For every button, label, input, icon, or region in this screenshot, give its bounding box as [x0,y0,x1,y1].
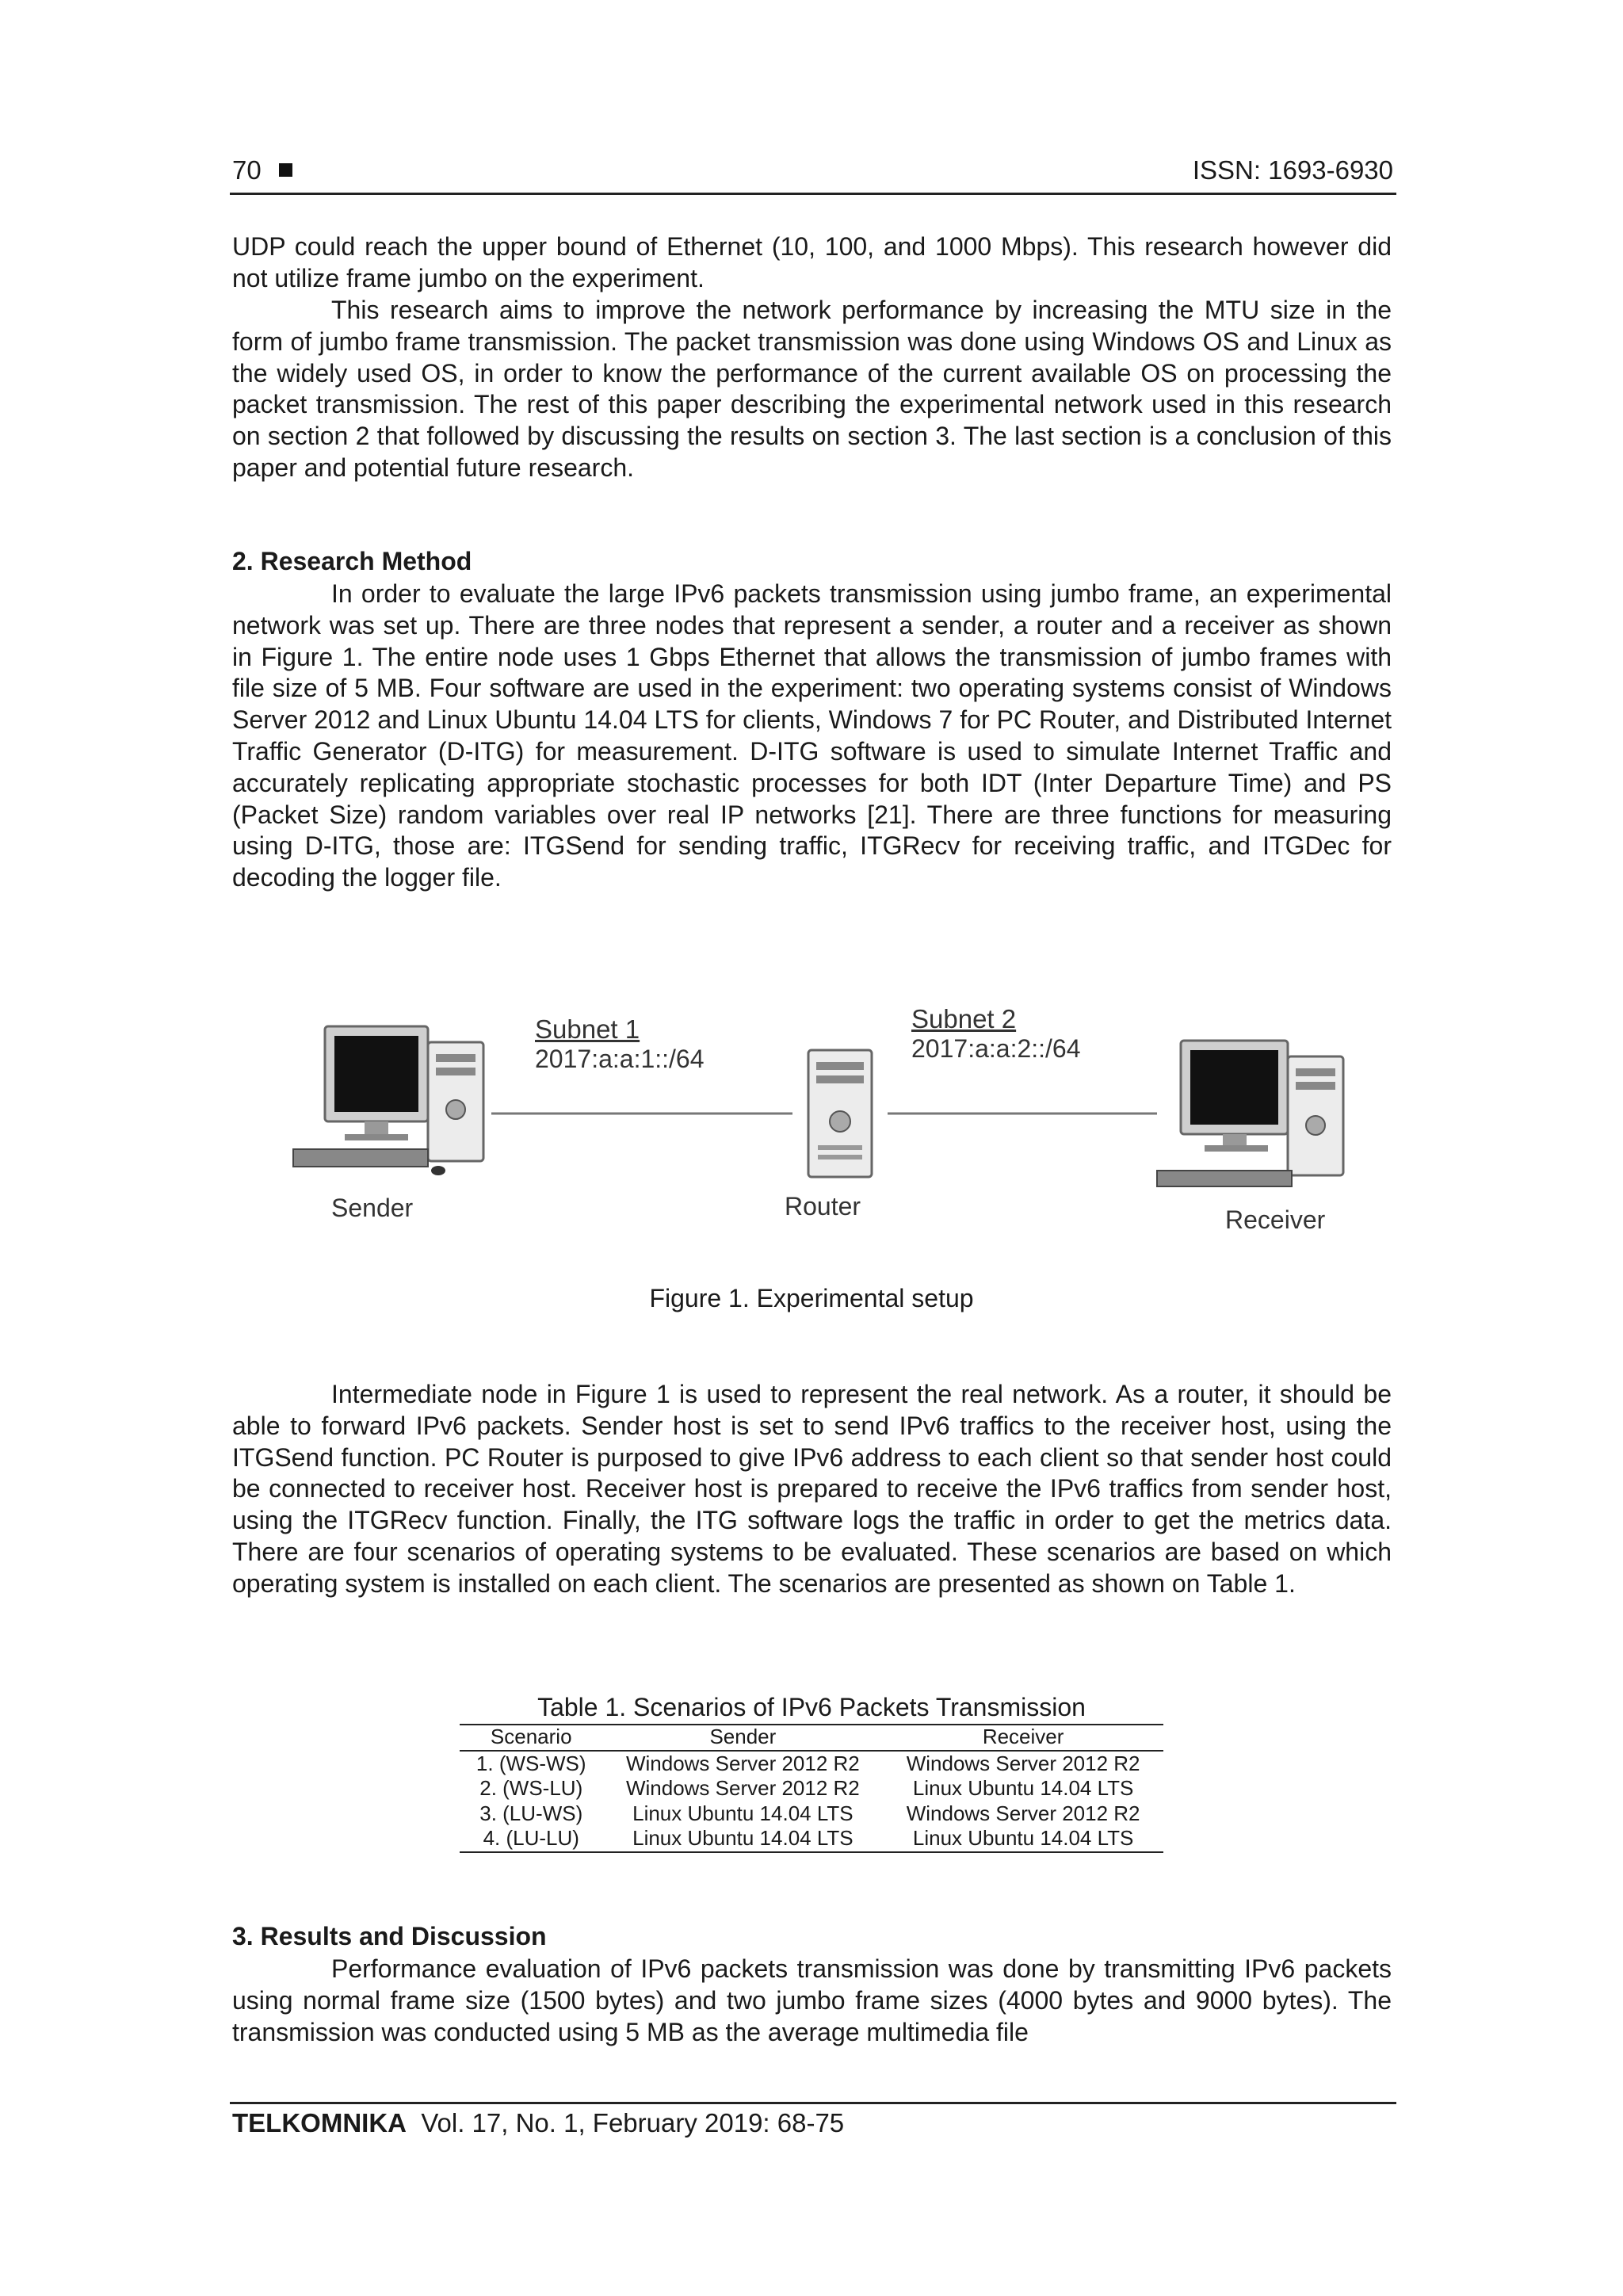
section-3-paragraph-1: Performance evaluation of IPv6 packets transmission was done by transmitting IPv6 packets using normal frame size (1500 bytes) and two jumbo frame sizes (4000 bytes and 9000 bytes). The transmission was conducted using 5 MB as the average multimedia file [232,1954,1392,2046]
table-cell: Linux Ubuntu 14.04 LTS [912,1826,1134,1850]
receiver-label: Receiver [1225,1205,1326,1234]
table-1-caption: Table 1. Scenarios of IPv6 Packets Transmission [537,1693,1086,1721]
footer-journal: TELKOMNIKA [232,2108,407,2137]
table-row [460,1751,1163,1777]
intro-paragraph-1: UDP could reach the upper bound of Ethernet (10, 100, and 1000 Mbps). This research however did not utilize frame jumbo on the experiment. [232,232,1392,292]
section-2-paragraph-2: Intermediate node in Figure 1 is used to represent the real network. As a router, it should be able to forward IPv6 packets. Sender host is set to send IPv6 traffics to the receiver host, using the ITGSend function. PC Router is purposed to give IPv6 address to each client so that sender host could be connected to receiver host. Receiver host is prepared to receive the IPv6 traffics from sender host, using the ITGRecv function. Finally, the ITG software logs the traffic in order to get the metrics data. There are four scenarios of operating systems to be evaluated. These scenarios are based on which operating system is installed on each client. The scenarios are presented as shown on Table 1. [232,1380,1392,1598]
table-header-sender: Sender [709,1725,777,1748]
section-2-heading: 2. Research Method [232,547,472,575]
table-cell: Windows Server 2012 R2 [906,1801,1140,1825]
header-rule [230,193,1396,195]
sender-computer-icon [293,1026,483,1175]
table-cell: Linux Ubuntu 14.04 LTS [632,1801,854,1825]
table-cell: Windows Server 2012 R2 [625,1776,860,1800]
square-bullet-icon [279,163,292,177]
footer-details: Vol. 17, No. 1, February 2019: 68-75 [421,2108,845,2137]
table-row [460,1826,1163,1852]
section-3-heading: 3. Results and Discussion [232,1922,547,1950]
table-row [460,1776,1163,1801]
issn: ISSN: 1693-6930 [1192,155,1393,185]
table-row [460,1801,1163,1827]
table-cell: Linux Ubuntu 14.04 LTS [632,1826,854,1850]
section-2-paragraph-1: In order to evaluate the large IPv6 packets transmission using jumbo frame, an experimental network was set up. There are three nodes that represent a sender, a router and a receiver as shown in Figure 1. The entire node uses 1 Gbps Ethernet that allows the transmission of jumbo frames with file size of 5 MB. Four software are used in the experiment: two operating systems consist of Windows Server 2012 and Linux Ubuntu 14.04 LTS for clients, Windows 7 for PC Router, and Distributed Internet Traffic Generator (D-ITG) for measurement. D-ITG software is used to simulate Internet Traffic and accurately replicating appropriate stochastic processes for both IDT (Inter Departure Time) and PS (Packet Size) random variables over real IP networks [21]. There are three functions for measuring using D-ITG, those are: ITGSend for sending traffic, ITGRecv for receiving traffic, and ITGDec for decoding the logger file. [232,579,1392,892]
subnet-1-title: Subnet 1 [535,1014,640,1044]
footer [232,2108,844,2138]
figure-1-caption: Figure 1. Experimental setup [649,1284,974,1312]
table-header-receiver: Receiver [982,1725,1064,1748]
sender-label: Sender [331,1194,414,1222]
subnet-2-title: Subnet 2 [911,1004,1017,1033]
table-1 [460,1725,1163,1853]
intro-paragraph-2: This research aims to improve the network performance by increasing the MTU size in the form of jumbo frame transmission. The packet transmission was done using Windows OS and Linux as the widely used OS, in order to know the performance of the current available OS on processing the packet transmission. The rest of this paper describing the experimental network used in this research on section 2 that followed by discussing the results on section 3. The last section is a conclusion of this paper and potential future research. [232,296,1392,482]
table-cell: 3. (LU-WS) [479,1801,583,1825]
subnet-1-address: 2017:a:a:1::/64 [535,1045,705,1073]
subnet-2-address: 2017:a:a:2::/64 [911,1034,1081,1063]
page-number-text: 70 [232,155,262,185]
table-cell: 1. (WS-WS) [475,1751,586,1775]
table-header-row [460,1725,1163,1751]
table-cell: Linux Ubuntu 14.04 LTS [912,1776,1134,1800]
table-cell: Windows Server 2012 R2 [906,1751,1140,1775]
router-label: Router [785,1192,861,1221]
receiver-computer-icon [1157,1041,1343,1186]
table-cell: Windows Server 2012 R2 [625,1751,860,1775]
table-cell: 4. (LU-LU) [483,1826,579,1850]
table-header-scenario: Scenario [490,1725,572,1748]
table-cell: 2. (WS-LU) [479,1776,583,1800]
footer-rule [230,2102,1396,2104]
router-computer-icon [808,1050,872,1177]
page-number [232,155,292,185]
